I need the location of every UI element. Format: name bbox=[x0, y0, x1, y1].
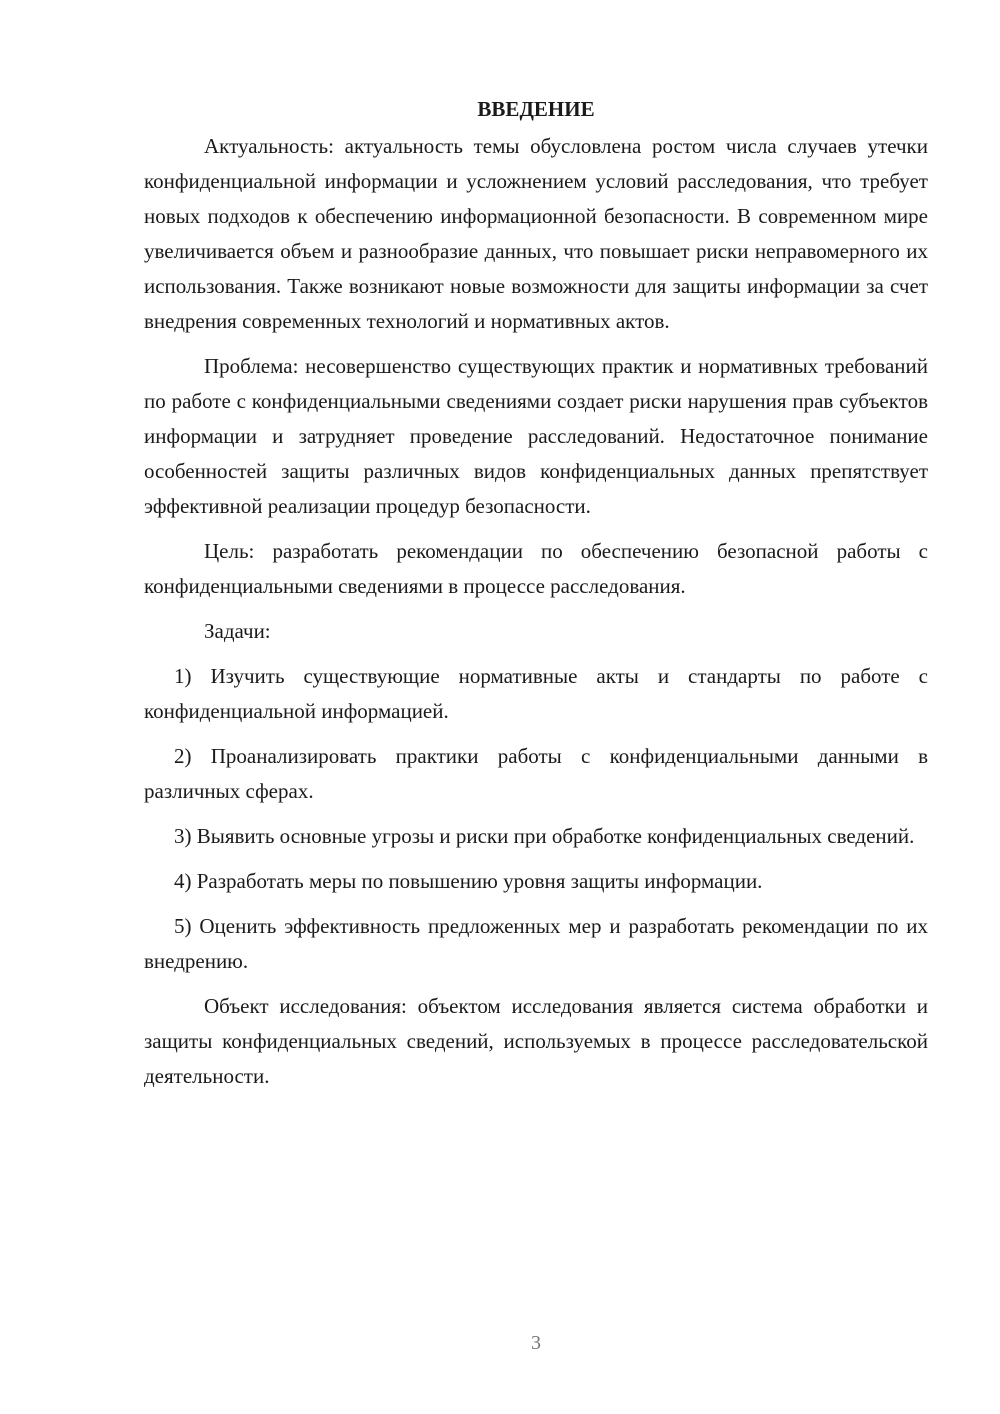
paragraph-relevance: Актуальность: актуальность темы обусловлена ростом числа случаев утечки конфиденциальной информации и усложнением условий расследования, что требует новых подходов к обеспечению информационной безопасности. В современном мире увеличивается объем и разнообразие данных, что повышает риски неправомерного их использования. Также возникают новые возможности для защиты информации за счет внедрения современных технологий и нормативных актов. bbox=[144, 134, 928, 333]
task-item-1: 1) Изучить существующие нормативные акты и стандарты по работе с конфиденциальной информацией. bbox=[144, 664, 928, 723]
tasks-label: Задачи: bbox=[204, 619, 271, 643]
task-item-5: 5) Оценить эффективность предложенных мер и разработать рекомендации по их внедрению. bbox=[144, 914, 928, 973]
section-title: ВВЕДЕНИЕ bbox=[477, 97, 595, 121]
paragraph-problem: Проблема: несовершенство существующих практик и нормативных требований по работе с конфиденциальными сведениями создает риски нарушения прав субъектов информации и затрудняет проведение расследований. Недостаточное понимание особенностей защиты различных видов конфиденциальных данных препятствует эффективной реализации процедур безопасности. bbox=[144, 354, 928, 518]
tasks-list bbox=[144, 659, 928, 979]
task-item-4: 4) Разработать меры по повышению уровня защиты информации. bbox=[174, 869, 763, 893]
page-number: 3 bbox=[531, 1332, 541, 1354]
paragraph-goal: Цель: разработать рекомендации по обеспечению безопасной работы с конфиденциальными сведениями в процессе расследования. bbox=[144, 539, 928, 598]
document-page bbox=[144, 92, 928, 1104]
task-item-2: 2) Проанализировать практики работы с конфиденциальными данными в различных сферах. bbox=[144, 744, 928, 803]
task-item-3: 3) Выявить основные угрозы и риски при обработке конфиденциальных сведений. bbox=[174, 824, 915, 848]
paragraph-object: Объект исследования: объектом исследования является система обработки и защиты конфиденциальных сведений, используемых в процессе расследовательской деятельности. bbox=[144, 994, 928, 1088]
